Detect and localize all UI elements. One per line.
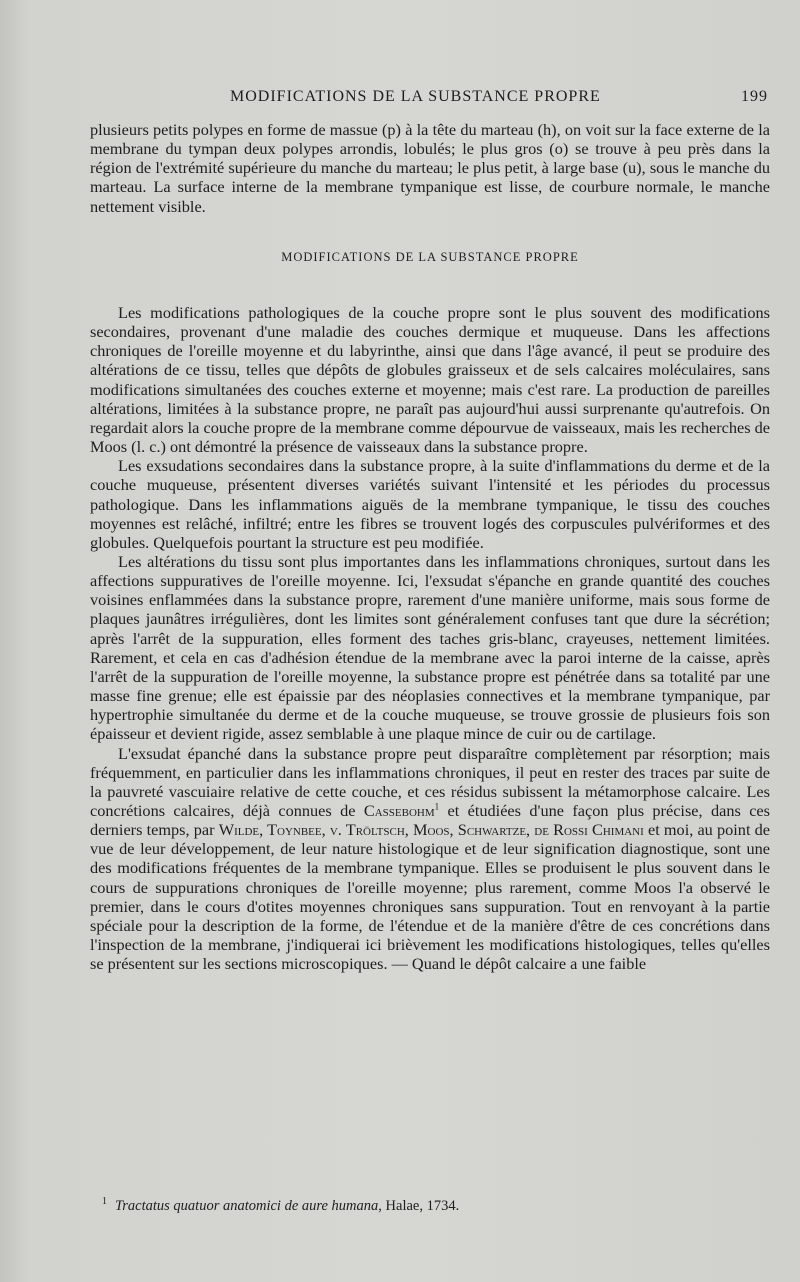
- footnote-rest: , Halae, 1734.: [378, 1197, 460, 1214]
- running-head-title: MODIFICATIONS DE LA SUBSTANCE PROPRE: [230, 88, 601, 105]
- paragraph-4-part-c: et moi, au point de vue de leur développement, de leur nature histologique et de leur signification diagnostique, sont une des modifications fréquentes de la membrane tympanique. Elles se produisent le plus souvent dans le cours de suppurations chroniques de l'oreille moyenne; plus rarement, comme Moos l'a observé le premier, dans le cours d'otites moyennes chroniques sans suppuration. Tout en renvoyant à la partie spéciale pour la description de la forme, de l'étendue et de la manière d'être de ces concrétions dans l'inspection de la membrane, j'indiquerai ici brièvement les modifications histologiques, telles qu'elles se présentent sur les sections microscopiques. — Quand le dépôt calcaire a une faible: [90, 820, 771, 974]
- paragraph-4: [90, 744, 770, 974]
- footnote-title: Tractatus quatuor anatomici de aure humana: [115, 1197, 379, 1214]
- paragraph-1: Les modifications pathologiques de la couche propre sont le plus souvent des modifications secondaires, provenant d'une maladie des couches dermique et muqueuse. Dans les affections chroniques de l'oreille moyenne et du labyrinthe, ainsi que dans l'âge avancé, il peut se produire des altérations de ce tissu, telles que dépôts de globules graisseux et de sels calcaires moléculaires, sans modifications simultanées des couches externe et moyenne; mais c'est rare. La production de pareilles altérations, limitées à la substance propre, ne paraît pas aujourd'hui aussi surprenante qu'autrefois. On regardait alors la couche propre de la membrane comme dépourvue de vaisseaux, mais les recherches de Moos (l. c.) ont démontré la présence de vaisseaux dans la substance propre.: [90, 302, 770, 457]
- footnote-reference: 1: [434, 801, 440, 812]
- paragraph-2: Les exsudations secondaires dans la substance propre, à la suite d'inflammations du derme et de la couche muqueuse, présentent diverses variétés suivant l'intensité et les périodes du processus pathologique. Dans les inflammations aiguës de la membrane tympanique, le tissu des couches moyennes est relâché, infiltré; entre les fibres se trouvent logés des corpuscules pulvériformes et des globules. Quelquefois pourtant la structure est peu modifiée.: [90, 456, 770, 552]
- paragraph-4-part-b: et étudiées d'une façon plus précise, dans ces derniers temps, par: [90, 801, 770, 840]
- running-head: [90, 88, 768, 110]
- body-text: [90, 120, 770, 973]
- section-heading: MODIFICATIONS DE LA SUBSTANCE PROPRE: [281, 249, 579, 264]
- author-name-cassebohm: Cassebohm: [363, 801, 435, 820]
- page-number: 199: [741, 88, 768, 105]
- paragraph-continuation: plusieurs petits polypes en forme de massue (p) à la tête du marteau (h), on voit sur la face externe de la membrane du tympan deux polypes arrondis, lobulés; le plus gros (o) se trouve à peu près dans la région de l'extrémité supérieure du manche du marteau; le plus petit, à large base (u), sous le manche du marteau. La surface interne de la membrane tympanique est lisse, de courbure normale, le manche nettement visible.: [90, 120, 770, 216]
- paragraph-4-part-a: L'exsudat épanché dans la substance propre peut disparaître complètement par résorption; mais fréquemment, en particulier dans les inflammations chroniques, il peut en rester des traces par suite de la pauvreté vascuiaire relative de cette couche, et ces résidus subissent la métamorphose calcaire. Les concrétions calcaires, déjà connues de: [90, 743, 770, 820]
- footnote-mark: 1: [102, 1196, 107, 1207]
- paragraph-3: Les altérations du tissu sont plus importantes dans les inflammations chroniques, surtout dans les affections suppuratives de l'oreille moyenne. Ici, l'exsudat s'épanche en grande quantité des couches voisines enflammées dans la substance propre, rarement d'une manière uniforme, mais sous forme de plaques jaunâtres irrégulières, dont les limites sont généralement confuses tant que dure la sécrétion; après l'arrêt de la suppuration, elles forment des taches gris-blanc, crayeuses, nettement limitées. Rarement, et cela en cas d'adhésion étendue de la membrane avec la paroi interne de la caisse, après l'arrêt de la suppuration de l'oreille moyenne, la substance propre est pénétrée dans sa totalité par une masse fine grenue; elle est épaissie par des néoplasies connectives et la membrane tympanique, par hypertrophie simultanée du derme et de la couche muqueuse, se trouve grossie de plusieurs fois son épaisseur et devient rigide, assez semblable à une plaque mince de cuir ou de cartilage.: [90, 551, 770, 744]
- footnote: [102, 1196, 782, 1215]
- author-names: Wilde, Toynbee, v. Tröltsch, Moos, Schwartze, de Rossi Chimani: [218, 820, 644, 840]
